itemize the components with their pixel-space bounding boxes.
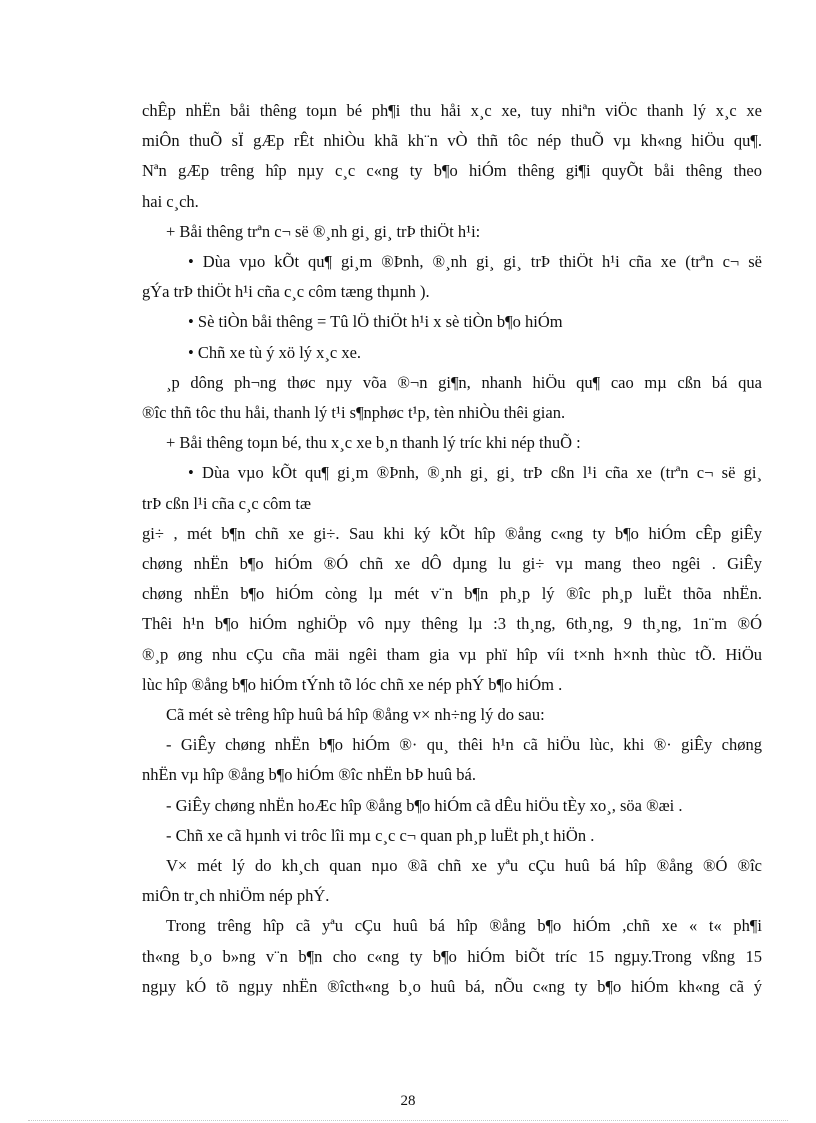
text-line: miÔn tr¸ch nhiÖm nép phÝ. [142, 886, 330, 906]
text-line: chøng nhËn b¶o hiÓm ®Ó chñ xe dÔ dµng lu gi÷ vµ mang theo ngêi . GiÊy [142, 554, 762, 574]
body-text [142, 96, 762, 1002]
bullet-line: • Chñ xe tù ý xö lý x¸c xe. [188, 342, 362, 362]
text-line: ¸p dông ph¬ng thøc nµy võa ®¬n gi¶n, nhanh hiÖu qu¶ cao mµ cßn bá qua [166, 372, 762, 392]
text-line: + Båi thêng toµn bé, thu x¸c xe b¸n thanh lý tríc khi nép thuÕ : [166, 433, 581, 453]
bullet-line: • Sè tiÒn båi thêng = Tû lÖ thiÖt h¹i x sè tiÒn b¶o hiÓm [188, 312, 563, 332]
text-line: V× mét lý do kh¸ch quan nµo ®ã chñ xe yªu cÇu huû bá hîp ®ång ®Ó ®îc [166, 856, 762, 876]
text-line: gi÷ , mét b¶n chñ xe gi÷. Sau khi ký kÕt hîp ®ång c«ng ty b¶o hiÓm cÊp giÊy [142, 523, 762, 543]
text-line: nhËn vµ hîp ®ång b¶o hiÓm ®îc nhËn bÞ huû bá. [142, 765, 476, 785]
text-line: Thêi h¹n b¶o hiÓm nghiÖp vô nµy thêng lµ :3 th¸ng, 6th¸ng, 9 th¸ng, 1n¨m ®Ó [142, 614, 762, 634]
text-line: th«ng b¸o b»ng v¨n b¶n cho c«ng ty b¶o hiÓm biÕt tríc 15 ngµy.Trong vßng 15 [142, 946, 762, 966]
text-line: - Chñ xe cã hµnh vi trôc lîi mµ c¸c c¬ quan ph¸p luËt ph¸t hiÖn . [166, 825, 595, 845]
text-line: Cã mét sè trêng hîp huû bá hîp ®ång v× nh÷ng lý do sau: [166, 705, 545, 725]
text-line: miÔn thuÕ sÏ gÆp rÊt nhiÒu khã kh¨n vÒ thñ tôc nép thuÕ vµ kh«ng hiÖu qu¶. [142, 131, 762, 151]
text-line: chøng nhËn b¶o hiÓm còng lµ mét v¨n b¶n ph¸p lý ®îc ph¸p luËt thõa nhËn. [142, 584, 762, 604]
bullet-line: • Dùa vµo kÕt qu¶ gi¸m ®Þnh, ®¸nh gi¸ gi¸ trÞ cßn l¹i cña xe (trªn c¬ së gi¸ [188, 463, 762, 483]
text-line: - GiÊy chøng nhËn hoÆc hîp ®ång b¶o hiÓm cã dÊu hiÖu tÈy xo¸, söa ®æi . [166, 795, 683, 815]
text-line: + Båi thêng trªn c¬ së ®¸nh gi¸ gi¸ trÞ thiÖt h¹i: [166, 221, 481, 241]
page-number: 28 [400, 1093, 416, 1109]
text-line: Nªn gÆp trêng hîp nµy c¸c c«ng ty b¶o hiÓm thêng gi¶i quyÕt båi thêng theo [142, 161, 762, 181]
text-line: ®¸p øng nhu cÇu cña mäi ngêi tham gia vµ phï hîp víi t×nh h×nh thùc tÕ. HiÖu [142, 644, 762, 664]
text-line: - GiÊy chøng nhËn b¶o hiÓm ®· qu¸ thêi h¹n cã hiÖu lùc, khi ®· giÊy chøng [166, 735, 762, 755]
text-line: ngµy kÓ tõ ngµy nhËn ®îcth«ng b¸o huû bá, nÕu c«ng ty b¶o hiÓm kh«ng cã ý [142, 976, 762, 996]
bullet-line: • Dùa vµo kÕt qu¶ gi¸m ®Þnh, ®¸nh gi¸ gi¸ trÞ thiÖt h¹i cña xe (trªn c¬ së [188, 252, 762, 272]
footer-divider [28, 1120, 788, 1121]
text-line: lùc hîp ®ång b¶o hiÓm tÝnh tõ lóc chñ xe nép phÝ b¶o hiÓm . [142, 674, 563, 694]
text-line: gÝa trÞ thiÖt h¹i cña c¸c côm tæng thµnh ). [142, 282, 430, 302]
text-line: ®îc thñ tôc thu håi, thanh lý t¹i s¶nphøc t¹p, tèn nhiÒu thêi gian. [142, 403, 566, 423]
text-line: chÊp nhËn båi thêng toµn bé ph¶i thu håi x¸c xe, tuy nhiªn viÖc thanh lý x¸c xe [142, 101, 762, 120]
text-line: hai c¸ch. [142, 191, 199, 211]
text-line: Trong trêng hîp cã yªu cÇu huû bá hîp ®ång b¶o hiÓm ,chñ xe « t« ph¶i [166, 916, 762, 936]
text-line: trÞ cßn l¹i cña c¸c côm tæ [142, 493, 311, 513]
